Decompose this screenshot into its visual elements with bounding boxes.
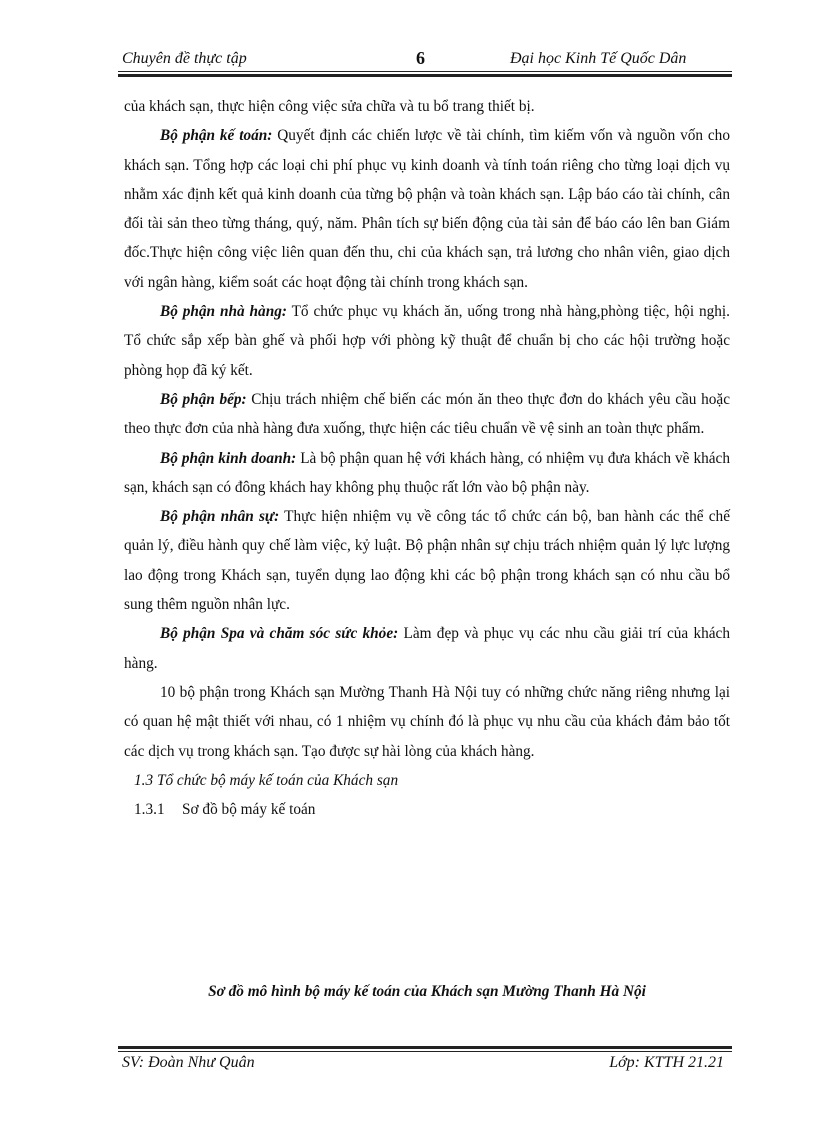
accounting-paragraph [124,121,730,297]
header-left-text: Chuyên đề thực tập [122,50,247,67]
summary-paragraph: 10 bộ phận trong Khách sạn Mường Thanh Hà Nội tuy có những chức năng riêng nhưng lại có quan hệ mật thiết với nhau, có 1 nhiệm vụ chính đó là phục vụ nhu cầu của khách đảm bảo tốt các dịch vụ trong khách sạn. Tạo được sự hài lòng của khách hàng. [124,683,730,760]
diagram-caption: Sơ đồ mô hình bộ máy kế toán của Khách sạn Mường Thanh Hà Nội [208,983,646,1000]
page-body [124,92,730,824]
footer-student-name: SV: Đoàn Như Quân [122,1054,255,1071]
sales-label: Bộ phận kinh doanh: [160,449,297,467]
intro-paragraph: của khách sạn, thực hiện công việc sửa chữa và tu bổ trang thiết bị. [124,98,535,115]
footer-rule-thin [118,1051,732,1052]
footer-rule-thick [118,1046,732,1049]
section-heading: 1.3 Tổ chức bộ máy kế toán của Khách sạn [134,771,399,789]
subsection-heading [124,795,730,824]
restaurant-label: Bộ phận nhà hàng: [160,303,287,321]
page-header [118,46,732,72]
restaurant-paragraph [124,297,730,385]
accounting-text: Quyết định các chiến lược về tài chính, tìm kiếm vốn và nguồn vốn cho khách sạn. Tổng hợp các loại chi phí phục vụ kinh doanh và tính toán riêng cho từng loại dịch vụ nhằm xác định kết quả kinh doanh của từng bộ phận và toàn khách sạn. Lập báo cáo tài chính, cân đối tài sản theo từng tháng, quý, năm. Phân tích sự biến động của tài sản để báo cáo lên ban Giám đốc.Thực hiện công việc liên quan đến thu, chi của khách sạn, trả lương cho nhân viên, giao dịch với ngân hàng, kiểm soát các hoạt động tài chính trong khách sạn. [124,127,730,291]
header-rule-thin [118,71,732,72]
header-right-text: Đại học Kinh Tế Quốc Dân [510,50,687,67]
subsection-title: Sơ đồ bộ máy kế toán [182,801,316,819]
restaurant-text: Tổ chức phục vụ khách ăn, uống trong nhà hàng,phòng tiệc, hội nghị. Tổ chức sắp xếp bàn ghế và phối hợp với phòng kỹ thuật để chuẩn bị cho các hội trường hoặc phòng họp đã ký kết. [124,303,730,379]
sales-text: Là bộ phận quan hệ với khách hàng, có nhiệm vụ đưa khách về khách sạn, khách sạn có đông khách hay không phụ thuộc rất lớn vào bộ phận này. [124,449,730,496]
hr-paragraph [124,502,730,619]
subsection-number: 1.3.1 [134,801,165,819]
page-number: 6 [416,48,425,68]
hr-text: Thực hiện nhiệm vụ về công tác tổ chức cán bộ, ban hành các thể chế quản lý, điều hành quy chế làm việc, kỷ luật. Bộ phận nhân sự chịu trách nhiệm quản lý lực lượng lao động trong Khách sạn, tuyển dụng lao động khi các bộ phận trong khách sạn có nhu cầu bổ sung thêm nguồn nhân lực. [124,508,730,614]
spa-text: Làm đẹp và phục vụ các nhu cầu giải trí của khách hàng. [124,625,730,672]
page-footer [118,1046,732,1076]
footer-class: Lớp: KTTH 21.21 [609,1054,724,1071]
accounting-label: Bộ phận kế toán: [160,127,273,145]
kitchen-text: Chịu trách nhiệm chế biến các món ăn theo thực đơn do khách yêu cầu hoặc theo thực đơn của nhà hàng đưa xuống, thực hiện các tiêu chuẩn về vệ sinh an toàn thực phẩm. [124,390,730,438]
header-rule-thick [118,74,732,77]
spa-paragraph [124,619,730,678]
sales-paragraph [124,444,730,503]
kitchen-label: Bộ phận bếp: [160,390,247,408]
kitchen-paragraph [124,385,730,444]
spa-label: Bộ phận Spa và chăm sóc sức khỏe: [160,625,399,643]
hr-label: Bộ phận nhân sự: [160,508,280,526]
